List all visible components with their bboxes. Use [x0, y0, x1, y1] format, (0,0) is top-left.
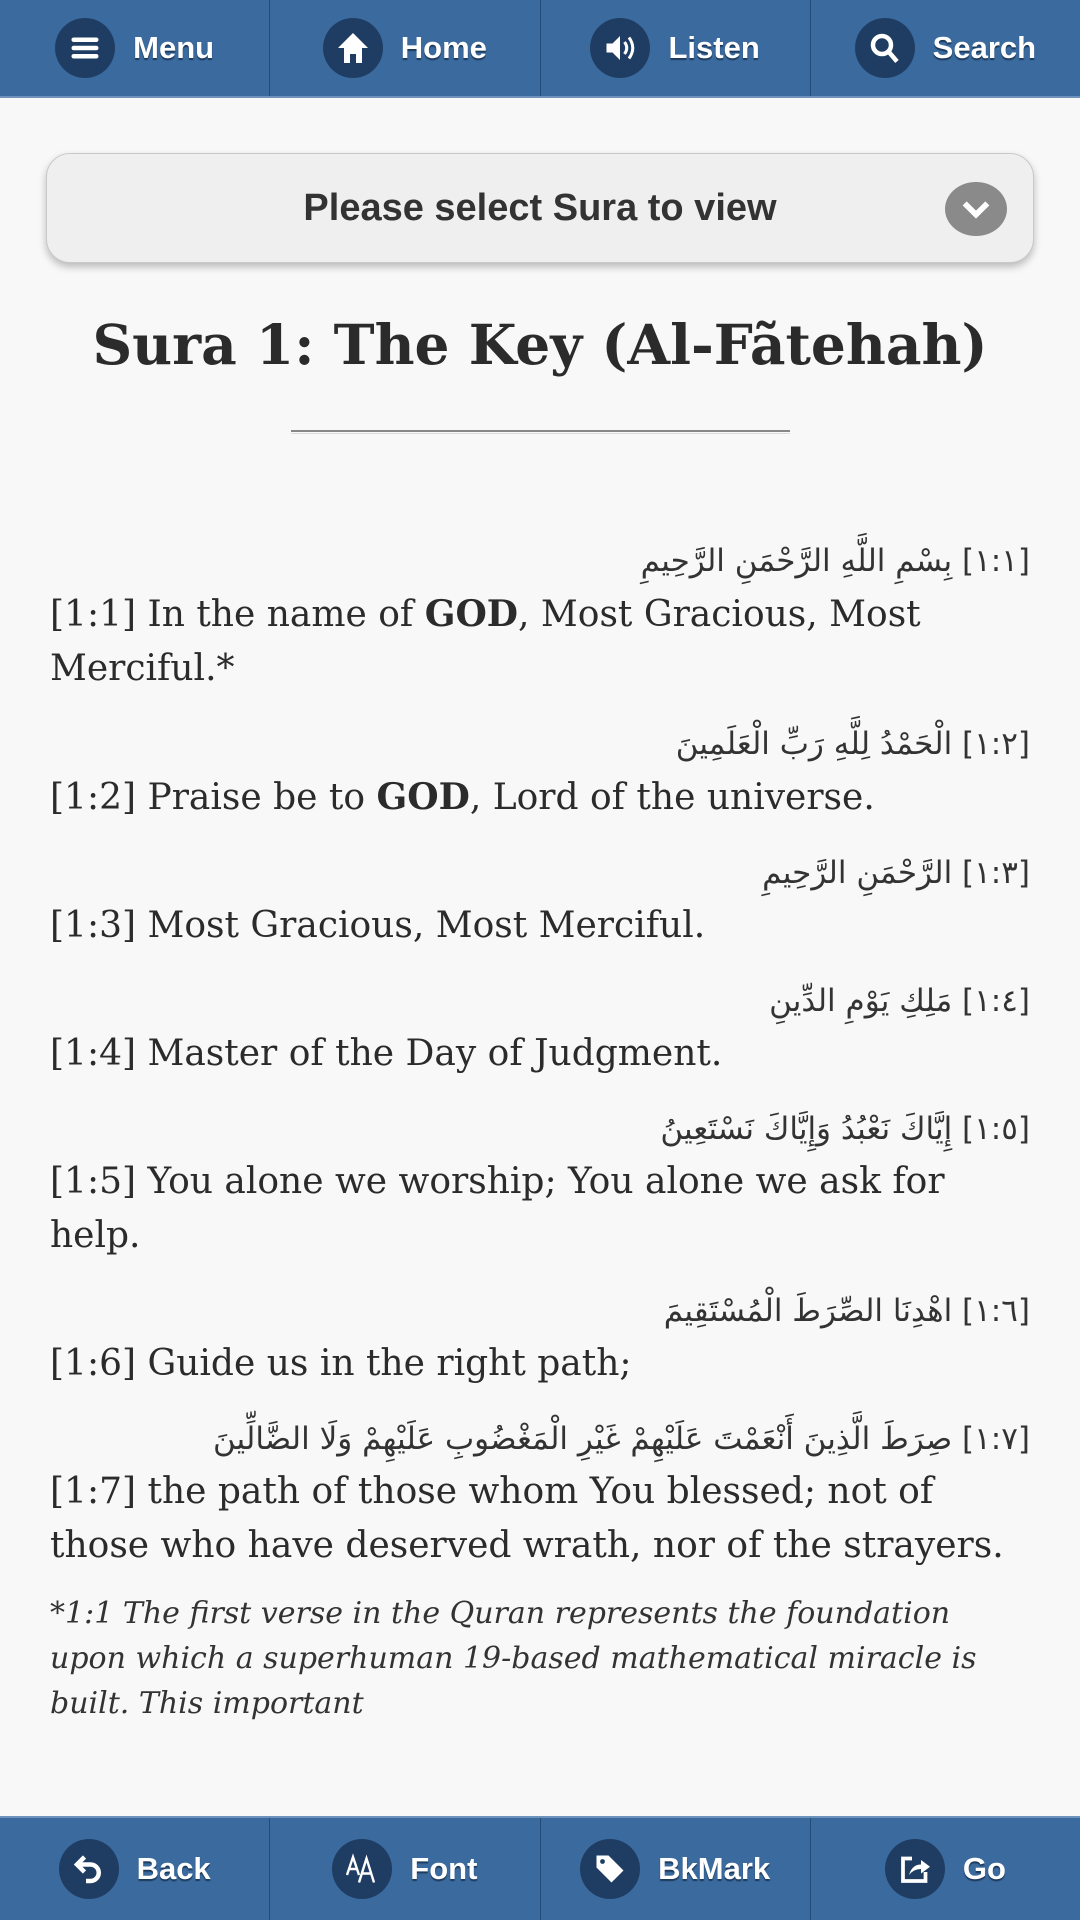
- listen-button[interactable]: [541, 0, 811, 96]
- bookmark-label: BkMark: [658, 1851, 771, 1886]
- top-nav-bar: [0, 0, 1080, 98]
- english-text: [50, 770, 1030, 825]
- bookmark-button[interactable]: [541, 1818, 811, 1920]
- search-label: Search: [932, 30, 1037, 65]
- chevron-down-icon: [945, 182, 1007, 236]
- english-text: [1:4] Master of the Day of Judgment.: [50, 1033, 723, 1074]
- share-go-icon: [885, 1839, 945, 1899]
- english-text: [1:5] You alone we worship; You alone we ask for help.: [50, 1161, 945, 1256]
- footnote: *1:1 The first verse in the Quran represents the foundation upon which a superhuman 19-based mathematical miracle is built. This important: [50, 1596, 977, 1721]
- verse-text: [1:1] In the name of: [50, 594, 425, 635]
- english-text: [50, 587, 1030, 696]
- back-icon: [59, 1839, 119, 1899]
- verse: [50, 1103, 1030, 1263]
- arabic-text: [١:٢] الْحَمْدُ لِلَّهِ رَبِّ الْعَلَمِينَ: [675, 726, 1030, 762]
- arabic-text: [١:١] بِسْمِ اللَّهِ الرَّحْمَنِ الرَّحِيمِ: [640, 543, 1030, 579]
- sura-select-dropdown[interactable]: [46, 153, 1034, 263]
- english-text: [1:3] Most Gracious, Most Merciful.: [50, 905, 706, 946]
- verse-bold: GOD: [424, 593, 519, 635]
- verse: [50, 718, 1030, 825]
- back-button[interactable]: [0, 1818, 270, 1920]
- verse: [50, 847, 1030, 953]
- menu-label: Menu: [133, 30, 215, 65]
- bottom-nav-bar: [0, 1816, 1080, 1920]
- arabic-text: [١:٤] مَلِكِ يَوْمِ الدِّينِ: [769, 983, 1030, 1019]
- speaker-icon: [590, 18, 650, 78]
- go-button[interactable]: [811, 1818, 1080, 1920]
- menu-icon: [55, 18, 115, 78]
- verse-text: [1:2] Praise be to: [50, 777, 377, 818]
- verse-bold: GOD: [376, 776, 470, 818]
- home-label: Home: [400, 30, 487, 65]
- verse: [50, 975, 1030, 1081]
- english-text: [1:7] the path of those whom You blessed; not of those who have deserved wrath, nor of the strayers.: [50, 1471, 1004, 1566]
- verse: [50, 1413, 1030, 1573]
- verse: [50, 535, 1030, 696]
- listen-label: Listen: [668, 30, 760, 65]
- page-title: Sura 1: The Key (Al-Fãtehah): [92, 312, 988, 377]
- divider: [291, 430, 790, 434]
- menu-button[interactable]: [0, 0, 270, 96]
- arabic-text: [١:٣] الرَّحْمَنِ الرَّحِيمِ: [762, 855, 1030, 891]
- home-button[interactable]: [270, 0, 540, 96]
- sura-select-label: Please select Sura to view: [303, 186, 777, 229]
- font-size-icon: [332, 1839, 392, 1899]
- go-label: Go: [962, 1851, 1006, 1886]
- arabic-text: [١:٥] إِيَّاكَ نَعْبُدُ وَإِيَّاكَ نَسْتَعِينُ: [660, 1111, 1030, 1147]
- arabic-text: [١:٦] اهْدِنَا الصِّرَطَ الْمُسْتَقِيمَ: [663, 1293, 1030, 1329]
- arabic-text: [١:٧] صِرَطَ الَّذِينَ أَنْعَمْتَ عَلَيْهِمْ غَيْرِ الْمَغْضُوبِ عَلَيْهِمْ وَلَا الضَّالِّينَ: [212, 1421, 1030, 1457]
- font-label: Font: [410, 1851, 478, 1886]
- home-icon: [323, 18, 383, 78]
- font-button[interactable]: [270, 1818, 540, 1920]
- verse: [50, 1285, 1030, 1391]
- verse-text: , Lord of the universe.: [469, 777, 875, 818]
- verse-text: , Most Gracious, Most Merciful.*: [50, 594, 921, 689]
- back-label: Back: [136, 1851, 211, 1886]
- bookmark-tag-icon: [580, 1839, 640, 1899]
- search-button[interactable]: [811, 0, 1080, 96]
- search-icon: [855, 18, 915, 78]
- sura-content: [50, 535, 1030, 1726]
- english-text: [1:6] Guide us in the right path;: [50, 1343, 632, 1384]
